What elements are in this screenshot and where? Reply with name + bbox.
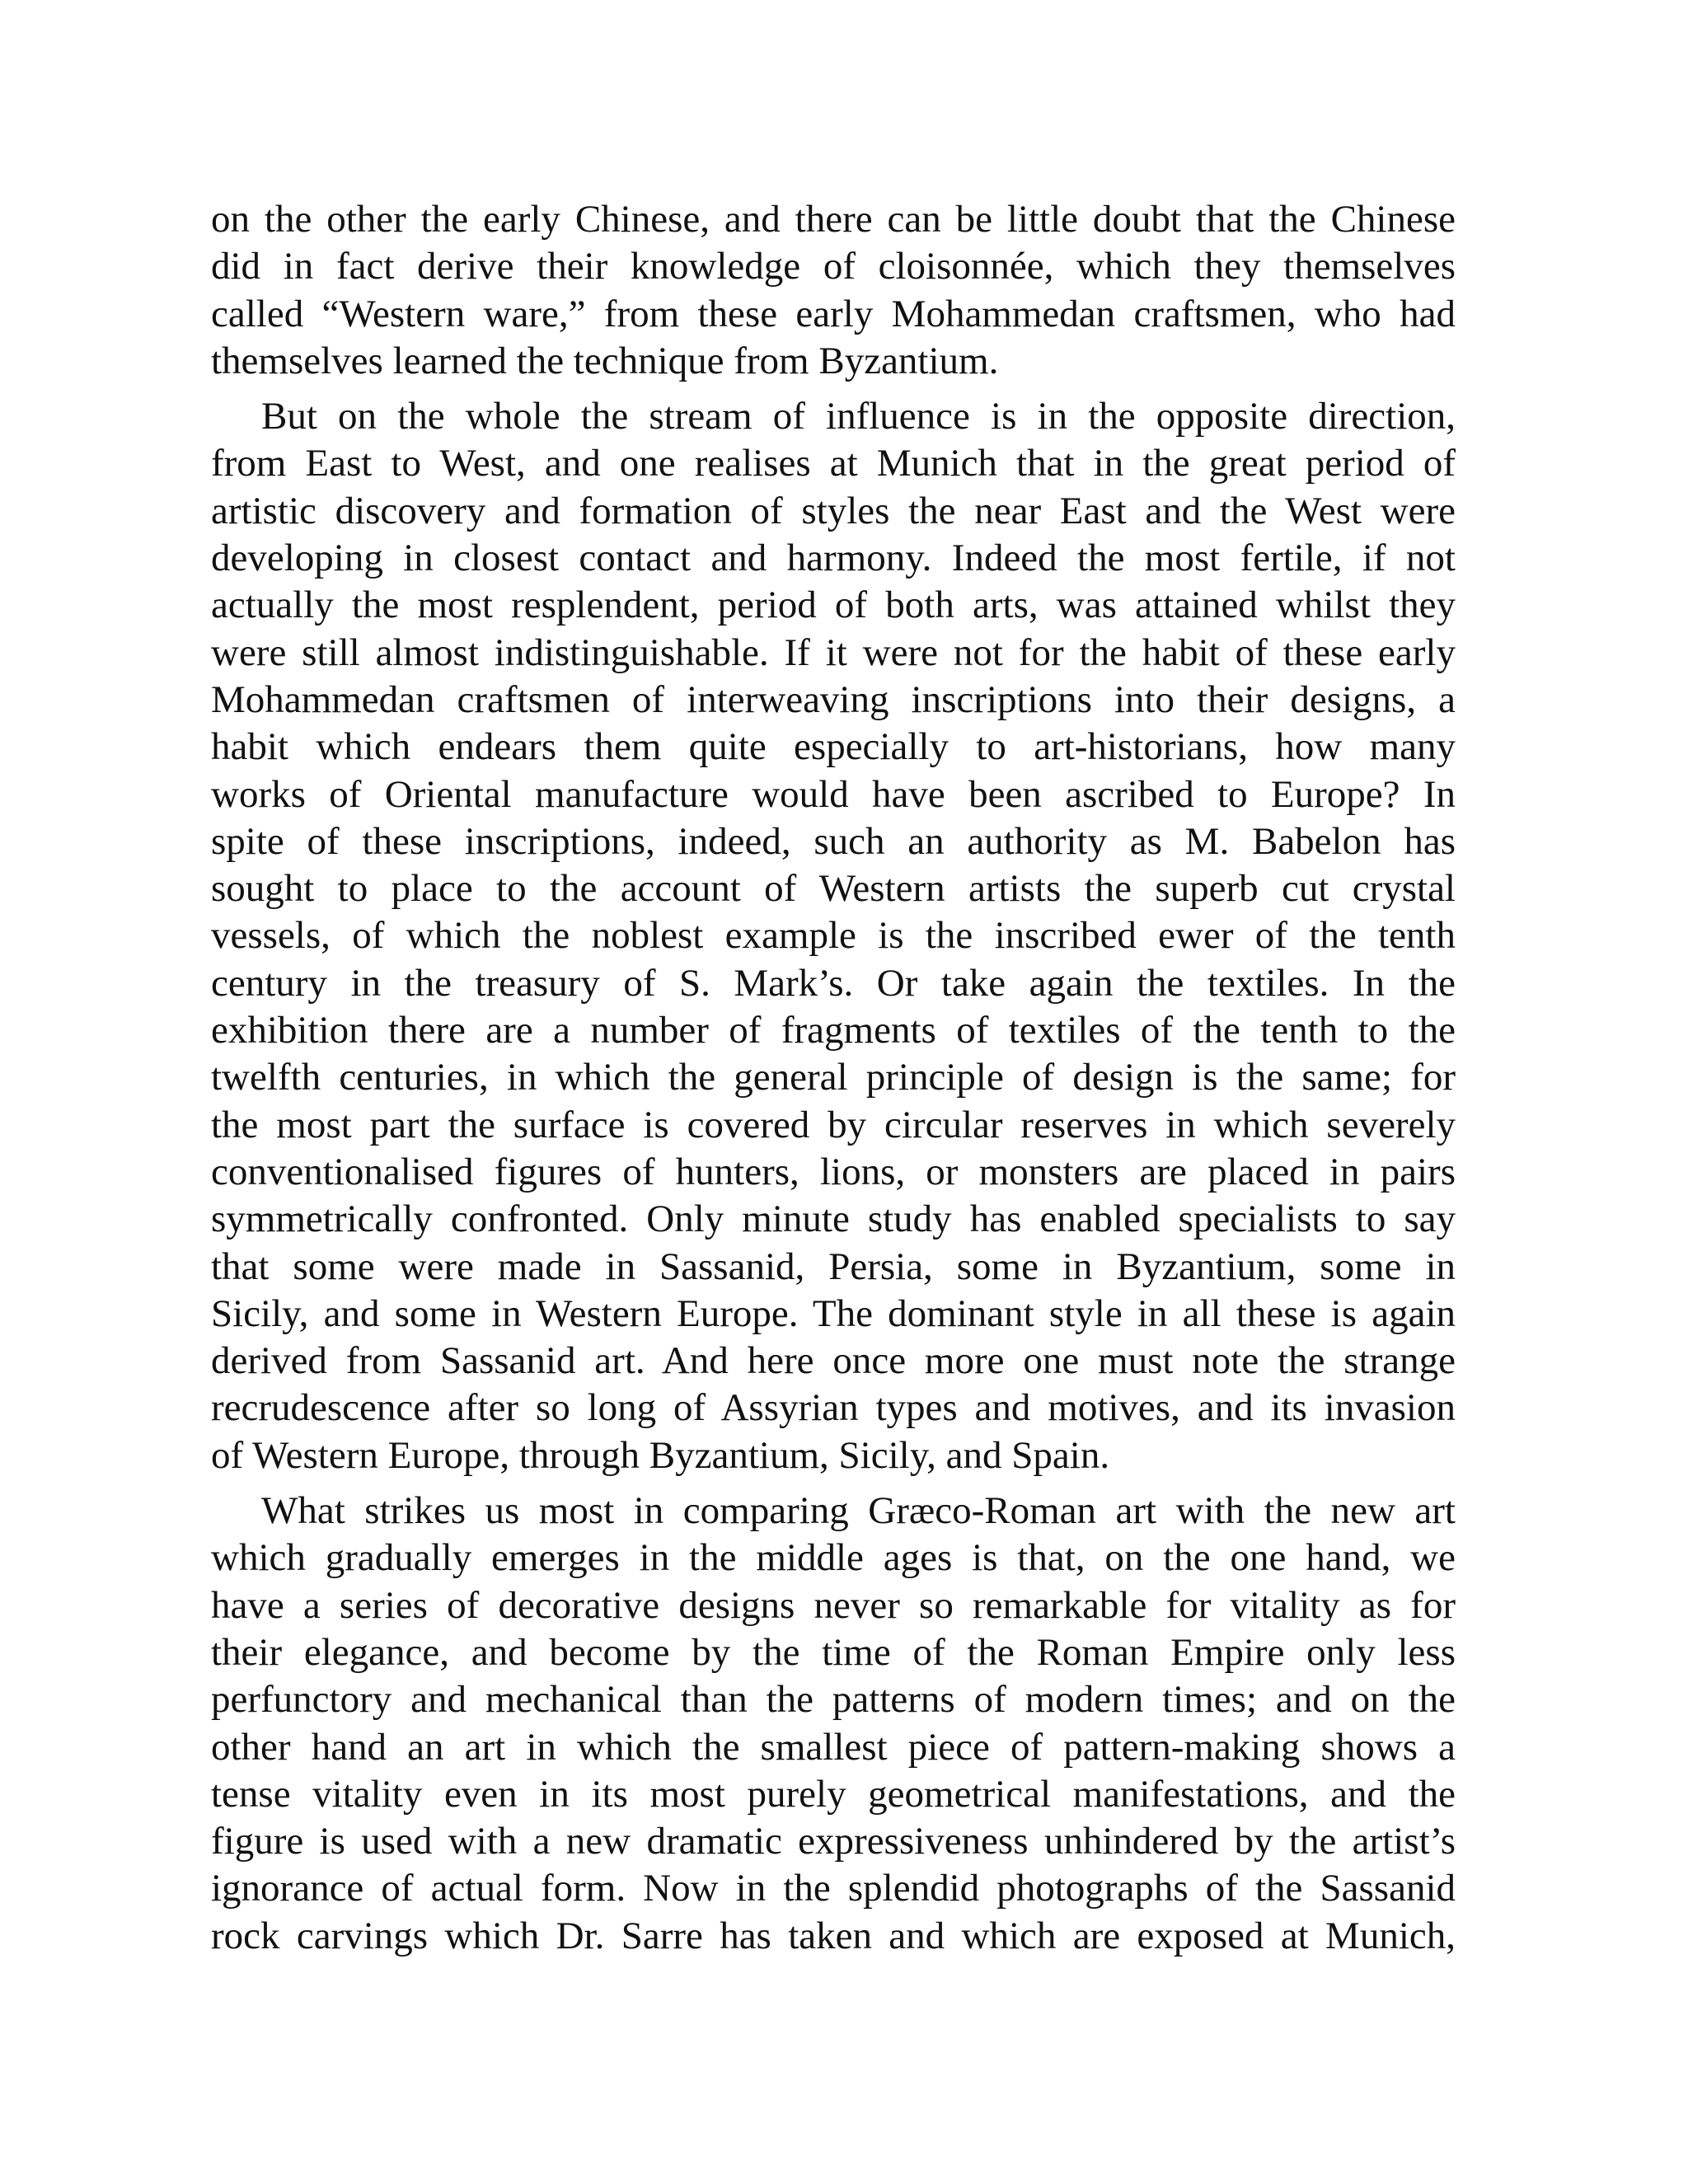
text-line: Mohammedan craftsmen of interweaving inscriptions into their designs, a <box>211 677 1456 721</box>
text-line: rock carvings which Dr. Sarre has taken and which are exposed at Munich, <box>211 1914 1456 1957</box>
text-line: ignorance of actual form. Now in the splendid photographs of the Sassanid <box>211 1867 1456 1910</box>
text-line: twelfth centuries, in which the general principle of design is the same; for <box>211 1056 1456 1099</box>
text-line: of Western Europe, through Byzantium, Sicily, and Spain. <box>211 1433 1110 1477</box>
text-line: from East to West, and one realises at Munich that in the great period of <box>211 442 1456 485</box>
text-line: symmetrically confronted. Only minute study has enabled specialists to say <box>211 1197 1456 1241</box>
text-line: Sicily, and some in Western Europe. The dominant style in all these is again <box>211 1291 1456 1335</box>
text-line: other hand an art in which the smallest piece of pattern-making shows a <box>211 1725 1456 1769</box>
text-line: But on the whole the stream of influence is in the opposite direction, <box>261 395 1456 438</box>
text-line: their elegance, and become by the time of the Roman Empire only less <box>211 1630 1456 1674</box>
text-line: artistic discovery and formation of styles the near East and the West were <box>211 489 1456 532</box>
text-line: which gradually emerges in the middle ages is that, on the one hand, we <box>211 1536 1456 1580</box>
text-line: habit which endears them quite especially to art-historians, how many <box>211 725 1456 769</box>
text-line: have a series of decorative designs never so remarkable for vitality as for <box>211 1583 1456 1627</box>
text-line: developing in closest contact and harmony. Indeed the most fertile, if not <box>211 537 1456 580</box>
text-line: on the other the early Chinese, and there can be little doubt that the Chinese <box>211 198 1456 241</box>
text-line: spite of these inscriptions, indeed, such an authority as M. Babelon has <box>211 819 1456 863</box>
text-line: tense vitality even in its most purely geometrical manifestations, and the <box>211 1772 1456 1816</box>
paragraph <box>211 393 1456 1479</box>
text-line: that some were made in Sassanid, Persia, some in Byzantium, some in <box>211 1244 1456 1288</box>
text-line: conventionalised figures of hunters, lions, or monsters are placed in pairs <box>211 1150 1456 1193</box>
text-line: What strikes us most in comparing Græco-Roman art with the new art <box>261 1489 1456 1533</box>
text-line: themselves learned the technique from Byzantium. <box>211 339 999 382</box>
paragraph <box>211 196 1456 385</box>
text-line: exhibition there are a number of fragments of textiles of the tenth to the <box>211 1009 1456 1052</box>
text-line: perfunctory and mechanical than the patterns of modern times; and on the <box>211 1678 1456 1722</box>
paragraph <box>211 1488 1456 1960</box>
text-line: works of Oriental manufacture would have been ascribed to Europe? In <box>211 772 1456 816</box>
text-line: sought to place to the account of Western artists the superb cut crystal <box>211 867 1456 911</box>
text-line: were still almost indistinguishable. If it were not for the habit of these early <box>211 630 1456 674</box>
text-line: vessels, of which the noblest example is the inscribed ewer of the tenth <box>211 914 1456 958</box>
body-text <box>211 196 1456 1960</box>
text-line: the most part the surface is covered by circular reserves in which severely <box>211 1103 1456 1146</box>
text-line: recrudescence after so long of Assyrian types and motives, and its invasion <box>211 1386 1456 1430</box>
text-line: did in fact derive their knowledge of cloisonnée, which they themselves <box>211 245 1456 288</box>
text-line: actually the most resplendent, period of both arts, was attained whilst they <box>211 583 1456 627</box>
text-line: called “Western ware,” from these early Mohammedan craftsmen, who had <box>211 292 1456 335</box>
text-line: figure is used with a new dramatic expressiveness unhindered by the artist’s <box>211 1820 1456 1863</box>
text-line: century in the treasury of S. Mark’s. Or take again the textiles. In the <box>211 961 1456 1005</box>
text-line: derived from Sassanid art. And here once more one must note the strange <box>211 1339 1456 1383</box>
